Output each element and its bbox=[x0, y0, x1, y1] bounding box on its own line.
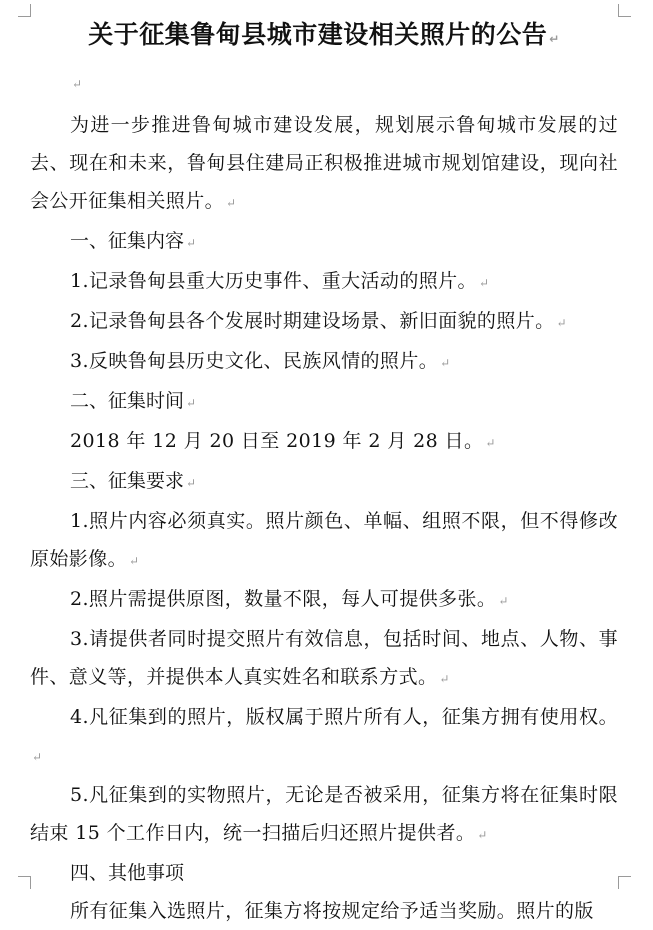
content-item bbox=[30, 262, 618, 302]
paragraph-mark-icon: ↵ bbox=[556, 316, 567, 330]
paragraph-mark-icon: ↵ bbox=[477, 828, 488, 842]
section3-heading-text: 三、征集要求 bbox=[70, 470, 185, 492]
content-item bbox=[30, 302, 618, 342]
paragraph-mark-icon: ↵ bbox=[440, 356, 451, 370]
intro-paragraph bbox=[30, 106, 618, 222]
page-corner-mark-top-right bbox=[618, 4, 631, 17]
requirement-item bbox=[30, 620, 618, 698]
requirement-item bbox=[30, 698, 618, 776]
document-title bbox=[30, 14, 618, 60]
paragraph-mark-icon: ↵ bbox=[186, 236, 197, 250]
section1-heading-text: 一、征集内容 bbox=[70, 230, 185, 252]
paragraph-mark-icon: ↵ bbox=[186, 476, 197, 490]
requirement-item-text: 5.凡征集到的实物照片，无论是否被采用，征集方将在征集时限结束 15 个工作日内，统一扫描后归还照片提供者。 bbox=[30, 784, 618, 844]
section-heading-content bbox=[30, 222, 618, 262]
paragraph-mark-icon: ↵ bbox=[498, 594, 509, 608]
requirement-item-text: 4.凡征集到的照片，版权属于照片所有人，征集方拥有使用权。 bbox=[70, 706, 618, 728]
requirement-item-text: 2.照片需提供原图，数量不限，每人可提供多张。 bbox=[70, 588, 497, 610]
requirement-item bbox=[30, 580, 618, 620]
paragraph-mark-icon: ↵ bbox=[439, 672, 450, 686]
empty-paragraph bbox=[30, 60, 618, 106]
paragraph-mark-icon: ↵ bbox=[129, 554, 140, 568]
content-item-text: 3.反映鲁甸县历史文化、民族风情的照片。 bbox=[70, 350, 439, 372]
section4-heading-text: 四、其他事项 bbox=[70, 862, 185, 884]
page-corner-mark-bottom-right bbox=[618, 876, 631, 889]
requirement-item bbox=[30, 502, 618, 580]
document-page[interactable] bbox=[30, 14, 618, 930]
content-item-text: 2.记录鲁甸县各个发展时期建设场景、新旧面貌的照片。 bbox=[70, 310, 555, 332]
intro-text: 为进一步推进鲁甸城市建设发展，规划展示鲁甸城市发展的过去、现在和未来，鲁甸县住建局正积极推进城市规划馆建设，现向社会公开征集相关照片。 bbox=[30, 114, 618, 212]
section2-heading-text: 二、征集时间 bbox=[70, 390, 185, 412]
paragraph-mark-icon: ↵ bbox=[549, 32, 560, 46]
content-item bbox=[30, 342, 618, 382]
paragraph-mark-icon: ↵ bbox=[485, 436, 496, 450]
collection-period bbox=[30, 422, 618, 462]
section-heading-other bbox=[30, 854, 618, 892]
requirement-item-text: 1.照片内容必须真实。照片颜色、单幅、组照不限，但不得修改原始影像。 bbox=[30, 510, 618, 570]
section-heading-requirements bbox=[30, 462, 618, 502]
requirement-item-text: 3.请提供者同时提交照片有效信息，包括时间、地点、人物、事件、意义等，并提供本人真实姓名和联系方式。 bbox=[30, 628, 618, 688]
section-heading-time bbox=[30, 382, 618, 422]
content-item-text: 1.记录鲁甸县重大历史事件、重大活动的照片。 bbox=[70, 270, 477, 292]
other-paragraph-text: 所有征集入选照片，征集方将按规定给予适当奖励。照片的版 bbox=[70, 900, 594, 922]
paragraph-mark-icon: ↵ bbox=[72, 77, 83, 91]
paragraph-mark-icon: ↵ bbox=[32, 750, 43, 764]
paragraph-mark-icon: ↵ bbox=[186, 396, 197, 410]
title-text: 关于征集鲁甸县城市建设相关照片的公告 bbox=[88, 20, 548, 49]
paragraph-mark-icon: ↵ bbox=[226, 196, 237, 210]
other-paragraph bbox=[30, 892, 618, 930]
collection-period-text: 2018 年 12 月 20 日至 2019 年 2 月 28 日。 bbox=[70, 430, 484, 452]
requirement-item bbox=[30, 776, 618, 854]
paragraph-mark-icon: ↵ bbox=[478, 276, 490, 290]
